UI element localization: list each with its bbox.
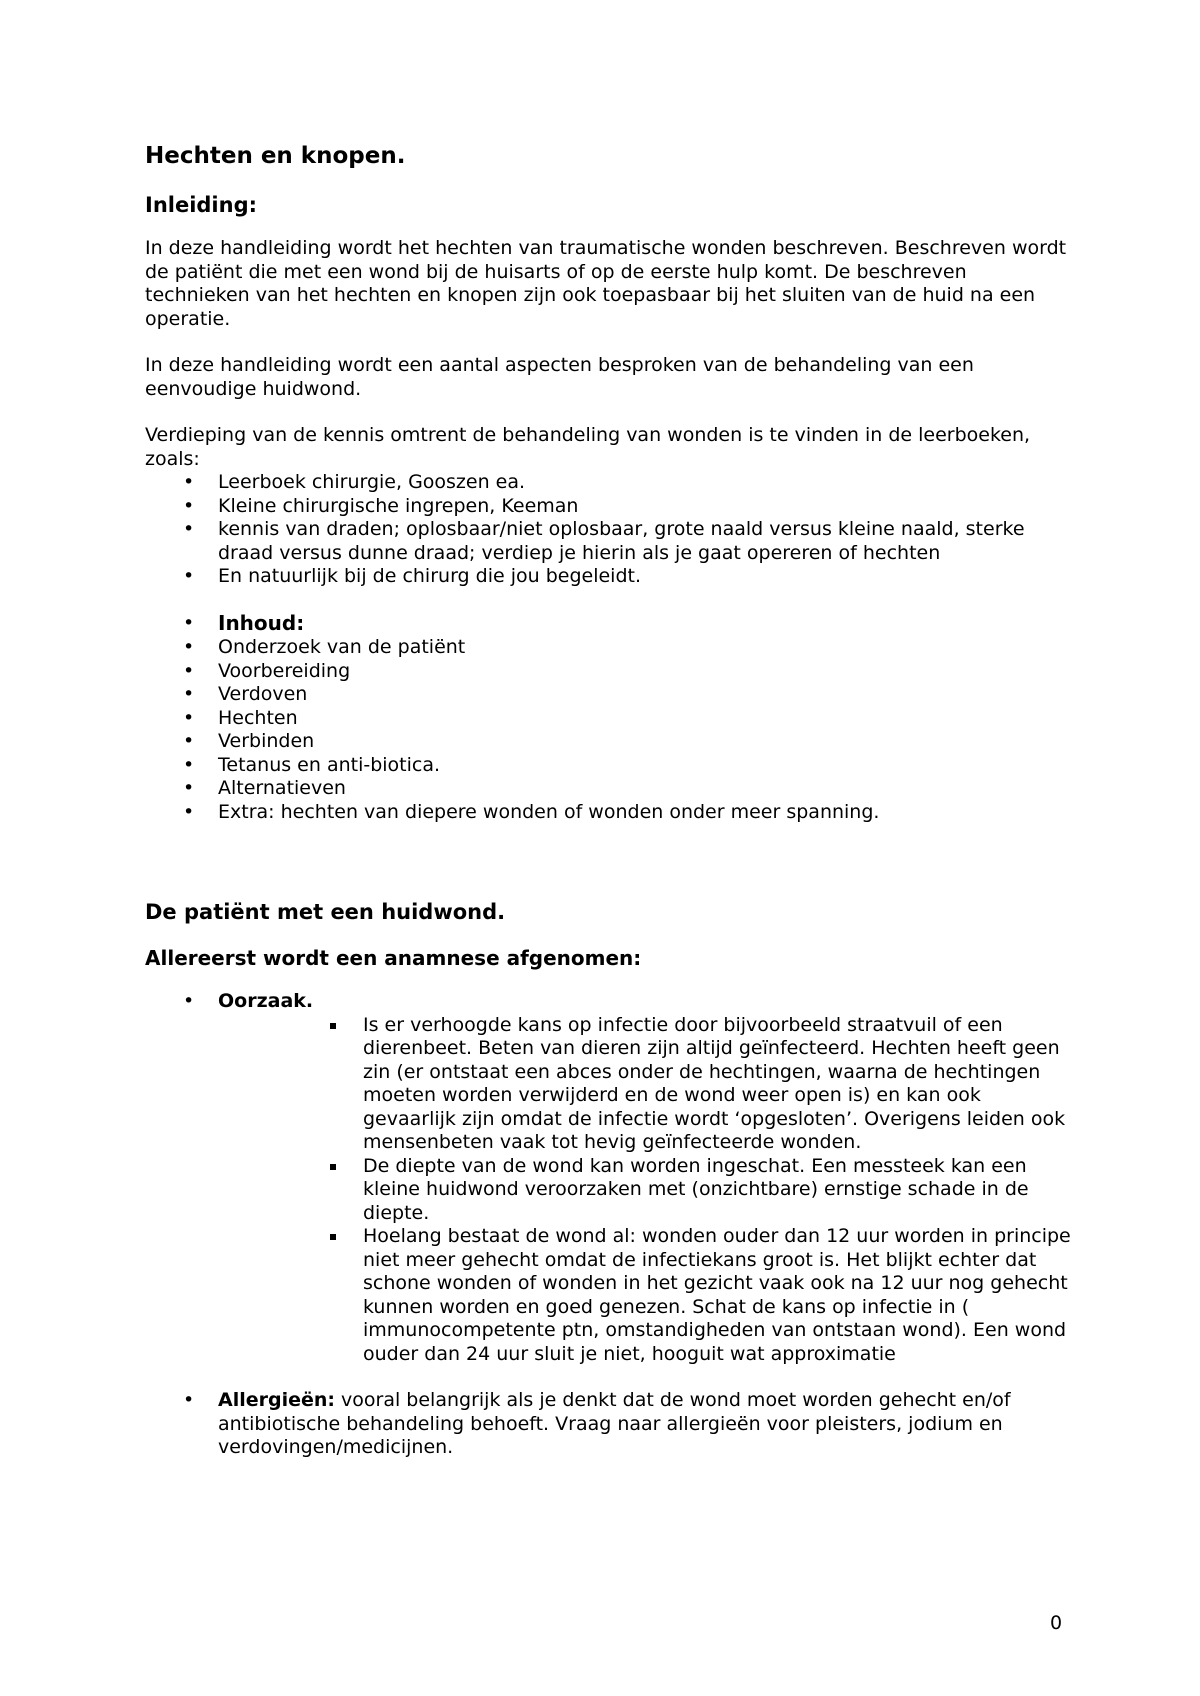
bullet-icon: • [183,611,195,634]
list-item: • Leerboek chirurgie, Gooszen ea. [183,471,526,493]
list-item: • Alternatieven [183,777,346,799]
spacer [145,824,1075,898]
allergy-label: Allergieën: [218,1389,335,1411]
list-item: • Onderzoek van de patiënt [183,636,466,658]
list-item: • Hechten [183,706,298,729]
list-item: • Verdoven [183,683,308,705]
bullet-icon: • [183,800,195,823]
document-body [145,140,1075,1460]
spacer [145,589,1075,612]
square-bullet-icon [330,1023,336,1029]
bullet-icon: • [183,636,195,658]
square-bullet-icon [330,1234,336,1240]
bullet-icon: • [183,494,195,517]
bullet-icon: • [183,683,195,705]
bullet-icon: • [183,471,195,493]
list-item: • Tetanus en anti-biotica. [183,753,441,776]
list-item: • En natuurlijk bij de chirurg die jou begeleidt. [183,565,641,587]
bullet-icon: • [183,990,195,1012]
page-number: 0 [1050,1612,1063,1634]
list-item: • Kleine chirurgische ingrepen, Keeman [183,494,579,517]
spacer [145,1366,1075,1389]
spacer [145,331,1075,354]
bullet-icon: • [183,565,195,587]
bullet-icon: • [183,1389,195,1411]
intro-heading: Inleiding: [145,193,258,217]
contents-list [145,612,1075,825]
list-item: De diepte van de wond kan worden ingeschat. Een messteek kan een kleine huidwond veroorzaken met (onzichtbare) ernstige schade in de diepte. [145,1155,1075,1226]
cause-label: Oorzaak. [218,990,314,1012]
intro-paragraph-1: In deze handleiding wordt het hechten van traumatische wonden beschreven. Beschreven wordt de patiënt die met een wond bij de huisarts of op de eerste hulp komt. De beschreven technieken van het hechten en knopen zijn ook toepasbaar bij het sluiten van de huid na een operatie. [145,237,1067,330]
cause-item [145,990,1075,1014]
list-item: • kennis van draden; oplosbaar/niet oplosbaar, grote naald versus kleine naald, sterke draad versus dunne draad; verdiep je hierin als je gaat opereren of hechten [183,518,1025,564]
list-item: • Extra: hechten van diepere wonden of wonden onder meer spanning. [183,800,880,823]
bullet-icon: • [183,706,195,729]
intro-paragraph-3: Verdieping van de kennis omtrent de behandeling van wonden is te vinden in de leerboeken, zoals: [145,424,1031,470]
list-item: • Verbinden [183,730,315,752]
bullet-icon: • [183,753,195,776]
anamnesis-heading: Allereerst wordt een anamnese afgenomen: [145,946,642,970]
list-item: Is er verhoogde kans op infectie door bijvoorbeeld straatvuil of een dierenbeet. Beten van dieren zijn altijd geïnfecteerd. Hechten heeft geen zin (er ontstaat een abces onder de hechtingen, waarna de hechtingen moeten worden verwijderd en de wond weer open is) en kan ook gevaarlijk zijn omdat de infectie wordt ‘opgesloten’. Overigens leiden ook mensenbeten vaak tot hevig geïnfecteerde wonden. [145,1014,1075,1155]
document-title: Hechten en knopen. [145,143,406,169]
list-item: Hoelang bestaat de wond al: wonden ouder dan 12 uur worden in principe niet meer gehecht omdat de infectiekans groot is. Het blijkt echter dat schone wonden of wonden in het gezicht vaak ook na 12 uur nog gehecht kunnen worden en goed genezen. Schat de kans op infectie in ( immunocompetente ptn, omstandigheden van ontstaan wond). Een wond ouder dan 24 uur sluit je niet, hooguit wat approximatie [145,1225,1075,1366]
contents-heading: Inhoud: [218,610,305,635]
bullet-icon: • [183,659,195,682]
allergy-item [145,1389,1075,1460]
cause-sublist [145,1014,1075,1367]
books-list [145,471,1075,589]
anamnesis-list [145,990,1075,1014]
section-heading: De patiënt met een huidwond. [145,900,506,924]
list-item: • Voorbereiding [183,659,351,682]
bullet-icon: • [183,730,195,752]
bullet-icon: • [183,518,195,540]
allergy-list [145,1389,1075,1460]
intro-paragraph-2: In deze handleiding wordt een aantal aspecten besproken van de behandeling van een eenvoudige huidwond. [145,354,974,400]
spacer [145,401,1075,424]
allergy-text: vooral belangrijk als je denkt dat de wond moet worden gehecht en/of antibiotische behandeling behoeft. Vraag naar allergieën voor pleisters, jodium en verdovingen/medicijnen. [218,1389,1011,1458]
square-bullet-icon [330,1164,336,1170]
bullet-icon: • [183,777,195,799]
contents-heading-item [145,612,1075,637]
